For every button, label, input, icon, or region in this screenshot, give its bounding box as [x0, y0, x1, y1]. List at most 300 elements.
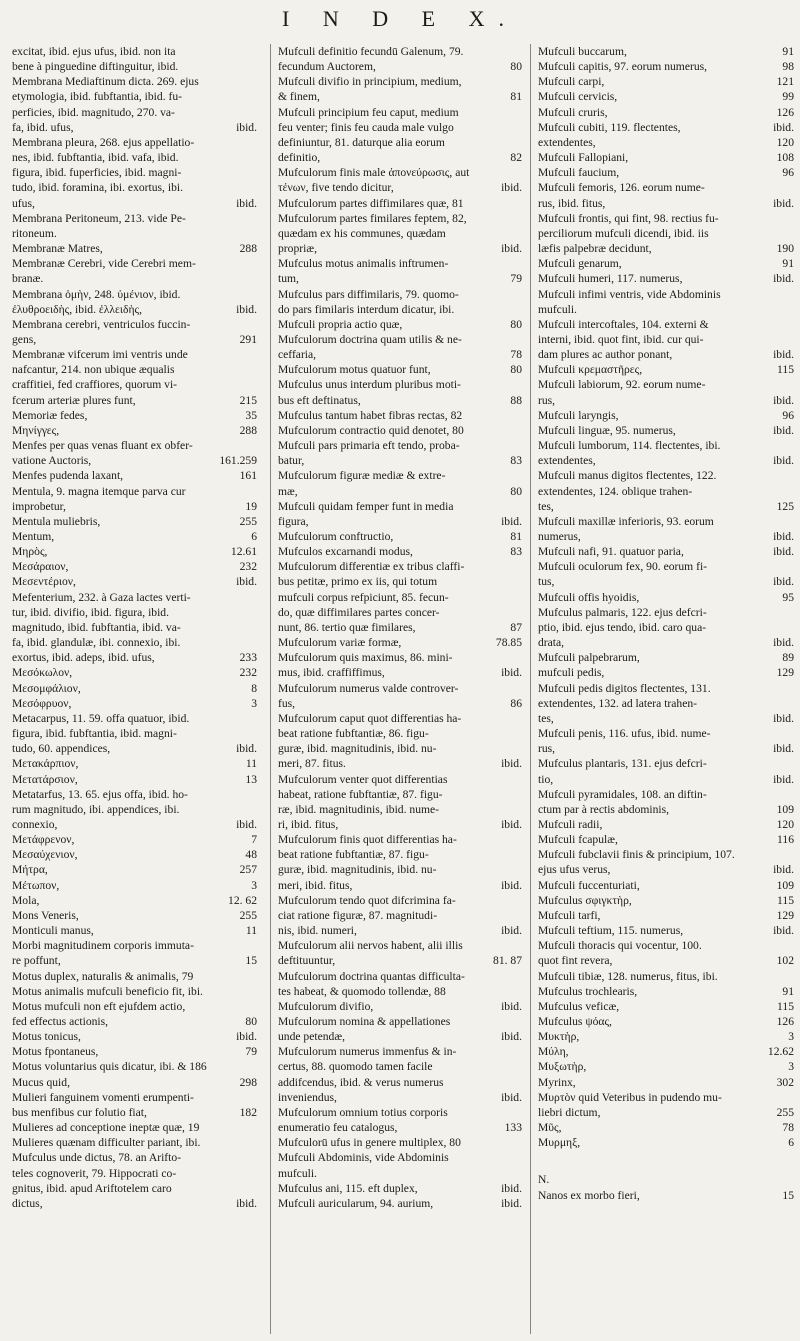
entry-text: feu venter; finis feu cauda male vulgo — [278, 120, 454, 134]
entry-page-ref: 96 — [782, 408, 794, 422]
entry-text: Membranæ Cerebri, vide Cerebri mem- — [12, 257, 196, 271]
index-entry — [12, 726, 257, 741]
entry-text: Mufculi cubiti, 119. flectentes, — [538, 120, 681, 134]
entry-text: Mufculi humeri, 117. numerus, — [538, 272, 683, 286]
entry-page-ref: 3 — [251, 878, 257, 892]
index-entry — [12, 150, 257, 165]
entry-page-ref: ibid. — [236, 1030, 257, 1044]
entry-text: Μεσαύχενιον, — [12, 848, 78, 862]
entry-page-ref: 81 — [510, 530, 522, 543]
index-entry — [538, 226, 794, 241]
entry-page-ref: 232 — [239, 666, 257, 680]
entry-page-ref: ibid. — [501, 757, 522, 771]
entry-text: inveniendus, — [278, 1090, 337, 1104]
entry-text: tudo, ibid. foramina, ibi. exortus, ibi. — [12, 181, 183, 195]
entry-page-ref: ibid. — [236, 1196, 257, 1210]
index-entry — [538, 1188, 794, 1203]
index-entry — [12, 438, 257, 453]
index-entry — [12, 1150, 257, 1165]
entry-page-ref: 12.62 — [767, 1045, 794, 1059]
index-entry — [12, 120, 257, 135]
index-entry — [12, 44, 257, 59]
entry-text: Mufculi pedis digitos flectentes, 131. — [538, 681, 711, 695]
index-entry — [538, 393, 794, 408]
index-entry — [278, 938, 522, 953]
index-entry — [12, 1014, 257, 1029]
entry-page-ref: ibid. — [773, 196, 794, 210]
index-entry — [538, 756, 794, 771]
index-entry — [12, 1059, 257, 1074]
index-entry — [538, 362, 794, 377]
index-entry — [12, 696, 257, 711]
index-entry — [278, 1044, 522, 1059]
entry-text: Mons Veneris, — [12, 908, 79, 922]
entry-text: Μεσόφρυον, — [12, 696, 72, 710]
entry-page-ref: 80 — [510, 484, 522, 498]
entry-text: Mufculi nafi, 91. quatuor paria, — [538, 545, 684, 559]
entry-page-ref: 91 — [782, 45, 794, 58]
index-entry — [278, 893, 522, 908]
index-entry — [12, 1044, 257, 1059]
entry-page-ref: 19 — [245, 499, 257, 513]
index-entry — [538, 105, 794, 120]
entry-page-ref: 255 — [776, 1105, 794, 1119]
entry-text: Mufculi buccarum, — [538, 45, 627, 58]
entry-page-ref: ibid. — [773, 545, 794, 559]
entry-page-ref: 291 — [239, 332, 257, 346]
entry-text: excitat, ibid. ejus ufus, ibid. non ita — [12, 45, 176, 58]
entry-text: Mufculorum doctrina quantas difficulta- — [278, 969, 465, 983]
entry-page-ref: ibid. — [773, 423, 794, 437]
entry-text: Mufculus ψόας, — [538, 1015, 612, 1028]
entry-text: Metacarpus, 11. 59. offa quatuor, ibid. — [12, 711, 190, 725]
index-entry — [12, 559, 257, 574]
entry-text: Μήτρα, — [12, 863, 48, 877]
index-entry — [12, 862, 257, 877]
entry-text: Mufculorum venter quot differentias — [278, 772, 448, 786]
entry-page-ref: 3 — [251, 696, 257, 710]
entry-text: ræ, ibid. magnitudinis, ibid. nume- — [278, 802, 440, 816]
index-entry — [12, 468, 257, 483]
index-entry — [12, 999, 257, 1014]
entry-page-ref: 78.85 — [495, 636, 522, 650]
entry-page-ref: ibid. — [501, 999, 522, 1013]
entry-text: Membranæ vifcerum imi ventris unde — [12, 348, 188, 362]
entry-page-ref: ibid. — [236, 575, 257, 589]
entry-page-ref: 109 — [776, 802, 794, 816]
entry-text: Mufculi principium feu caput, medium — [278, 105, 459, 119]
entry-text: Mufculorum differentiæ ex tribus claffi- — [278, 560, 465, 574]
entry-text: Μετάφρενον, — [12, 833, 75, 847]
entry-page-ref: 121 — [776, 75, 794, 89]
entry-text: Μεσάραιον, — [12, 560, 69, 574]
entry-page-ref: 79 — [245, 1045, 257, 1059]
index-entry — [12, 529, 257, 544]
entry-text: rus, ibid. fitus, — [538, 196, 606, 210]
index-entry — [538, 256, 794, 271]
entry-page-ref: 91 — [782, 257, 794, 271]
entry-text: Mufculi frontis, qui fint, 98. rectius fu- — [538, 211, 719, 225]
index-entry — [278, 165, 522, 180]
entry-text: Mufculi intercoftales, 104. externi & — [538, 317, 709, 331]
index-entry — [12, 332, 257, 347]
index-entry — [278, 347, 522, 362]
index-entry — [12, 1196, 257, 1211]
entry-text: Motus voluntarius quis dicatur, ibi. & 186 — [12, 1060, 207, 1074]
index-entry — [278, 180, 522, 195]
entry-page-ref: 233 — [239, 651, 257, 665]
entry-page-ref: 87 — [510, 620, 522, 634]
entry-text: bus menfibus cur folutio fiat, — [12, 1105, 147, 1119]
entry-page-ref: 80 — [510, 363, 522, 377]
index-entry — [278, 772, 522, 787]
entry-text: τένων, five tendo dicitur, — [278, 181, 394, 195]
entry-page-ref: 3 — [788, 1060, 794, 1074]
entry-text: Menfes pudenda laxant, — [12, 469, 124, 483]
entry-text: Metatarfus, 13. 65. ejus offa, ibid. ho- — [12, 787, 188, 801]
index-entry — [538, 44, 794, 59]
entry-page-ref: ibid. — [773, 530, 794, 543]
entry-text: Mufculi cruris, — [538, 105, 608, 119]
entry-page-ref: 83 — [510, 454, 522, 468]
entry-page-ref: 190 — [776, 242, 794, 256]
entry-text: Mufculorum numerus valde controver- — [278, 681, 459, 695]
entry-text: mus, ibid. craffiffimus, — [278, 666, 385, 680]
entry-text: Mufculi manus digitos flectentes, 122. — [538, 469, 717, 483]
entry-page-ref: 108 — [776, 151, 794, 165]
entry-text: nunt, 86. tertio quæ fimilares, — [278, 620, 416, 634]
entry-text: Μυκτὴρ, — [538, 1030, 580, 1044]
entry-page-ref: 302 — [776, 1075, 794, 1089]
index-entry — [12, 377, 257, 392]
entry-text: Morbi magnitudinem corporis immuta- — [12, 939, 194, 953]
index-entry — [278, 756, 522, 771]
index-entry — [12, 772, 257, 787]
entry-text: meri, ibid. fitus, — [278, 878, 353, 892]
entry-text: Mentula, 9. magna itemque parva cur — [12, 484, 186, 498]
entry-text: nafcantur, 214. non ubique æqualis — [12, 363, 175, 377]
index-entry — [12, 878, 257, 893]
entry-page-ref: ibid. — [501, 181, 522, 195]
entry-text: Μῦς, — [538, 1121, 562, 1135]
entry-page-ref: 255 — [239, 514, 257, 528]
entry-text: Mufculus tantum habet fibras rectas, 82 — [278, 408, 463, 422]
index-entry — [538, 620, 794, 635]
index-entry — [12, 165, 257, 180]
entry-text: Mufculi tibiæ, 128. numerus, fitus, ibi. — [538, 969, 718, 983]
index-entry — [278, 711, 522, 726]
index-entry — [538, 135, 794, 150]
entry-page-ref: 161.259 — [219, 454, 257, 468]
entry-text: Mufculi palpebrarum, — [538, 651, 640, 665]
index-entry — [538, 862, 794, 877]
entry-page-ref: 80 — [510, 60, 522, 74]
index-entry — [278, 999, 522, 1014]
index-entry — [12, 1166, 257, 1181]
entry-text: Motus animalis mufculi beneficio fit, ibi. — [12, 984, 203, 998]
entry-page-ref: 81 — [510, 90, 522, 104]
index-entry — [538, 180, 794, 195]
entry-text: Mufculi infimi ventris, vide Abdominis — [538, 287, 721, 301]
index-entry — [278, 726, 522, 741]
entry-text: do, quæ diffimilares partes concer- — [278, 605, 440, 619]
entry-text: Mulieres quænam difficulter pariant, ibi. — [12, 1136, 201, 1150]
entry-text: Mufculi definitio fecundū Galenum, 79. — [278, 45, 464, 58]
index-entry — [12, 287, 257, 302]
index-entry — [278, 605, 522, 620]
entry-page-ref: ibid. — [501, 1196, 522, 1210]
entry-text: Mufculus palmaris, 122. ejus defcri- — [538, 605, 707, 619]
index-entry — [12, 1090, 257, 1105]
entry-text: Mufculi cervicis, — [538, 90, 618, 104]
index-entry — [538, 468, 794, 483]
index-entry — [12, 681, 257, 696]
index-entry — [538, 438, 794, 453]
entry-page-ref: 115 — [777, 893, 794, 907]
entry-text: Μηρὸς, — [12, 545, 48, 559]
index-column-1 — [12, 44, 257, 1334]
entry-text: Mufculi propria actio quæ, — [278, 317, 403, 331]
index-entry — [278, 302, 522, 317]
entry-text: tur, ibid. divifio, ibid. figura, ibid. — [12, 605, 170, 619]
entry-text: bene à pinguedine diftinguitur, ibid. — [12, 60, 179, 74]
entry-page-ref: 88 — [510, 393, 522, 407]
entry-text: Nanos ex morbo fieri, — [538, 1188, 640, 1202]
index-entry — [12, 89, 257, 104]
entry-text: Mufculi linguæ, 95. numerus, — [538, 423, 676, 437]
entry-page-ref: ibid. — [236, 196, 257, 210]
index-entry — [278, 1196, 522, 1211]
index-entry — [538, 953, 794, 968]
entry-text: dam plures ac author ponant, — [538, 348, 673, 362]
entry-text: fus, — [278, 696, 296, 710]
entry-page-ref: 89 — [782, 651, 794, 665]
index-entry — [278, 1014, 522, 1029]
index-entry — [278, 590, 522, 605]
entry-page-ref: 115 — [777, 363, 794, 377]
entry-text: exortus, ibid. adeps, ibid. ufus, — [12, 651, 155, 665]
entry-text: Mufculorū ufus in genere multiplex, 80 — [278, 1136, 461, 1150]
entry-page-ref: 257 — [239, 863, 257, 877]
index-entry — [278, 529, 522, 544]
entry-page-ref: ibid. — [773, 924, 794, 938]
index-entry — [278, 1135, 522, 1150]
index-entry — [278, 878, 522, 893]
index-entry — [538, 165, 794, 180]
entry-page-ref: ibid. — [501, 878, 522, 892]
entry-text: Μύλη, — [538, 1045, 569, 1059]
entry-text: quædam ex his communes, quædam — [278, 226, 446, 240]
entry-text: connexio, — [12, 817, 58, 831]
index-entry — [12, 620, 257, 635]
index-entry — [538, 665, 794, 680]
index-entry — [12, 453, 257, 468]
index-entry — [538, 938, 794, 953]
index-entry — [278, 393, 522, 408]
entry-text: tio, — [538, 772, 554, 786]
entry-text: guræ, ibid. magnitudinis, ibid. nu- — [278, 742, 437, 756]
entry-page-ref: 80 — [510, 317, 522, 331]
entry-text: Mufculos excarnandi modus, — [278, 545, 413, 559]
entry-text: Μεσεντέριον, — [12, 575, 76, 589]
entry-text: Mentum, — [12, 530, 55, 543]
entry-page-ref: 15 — [782, 1188, 794, 1202]
index-entry — [538, 423, 794, 438]
entry-text: perciliorum mufculi dicendi, ibid. iis — [538, 226, 709, 240]
entry-text: Mufculi pyramidales, 108. an diftin- — [538, 787, 707, 801]
index-entry — [538, 89, 794, 104]
index-entry — [12, 211, 257, 226]
entry-text: ejus ufus verus, — [538, 863, 611, 877]
index-entry — [278, 211, 522, 226]
index-entry — [278, 74, 522, 89]
entry-page-ref: 3 — [788, 1030, 794, 1044]
index-entry — [12, 847, 257, 862]
entry-text: Menfes per quas venas fluant ex obfer- — [12, 439, 193, 453]
index-entry — [278, 1075, 522, 1090]
entry-text: Mufculorum nomina & appellationes — [278, 1015, 451, 1028]
index-entry — [538, 650, 794, 665]
index-entry — [12, 832, 257, 847]
index-entry — [12, 802, 257, 817]
entry-text: Mufculorum partes fimilares feptem, 82, — [278, 211, 467, 225]
entry-page-ref: ibid. — [773, 711, 794, 725]
index-entry — [538, 999, 794, 1014]
entry-page-ref: 129 — [776, 908, 794, 922]
entry-page-ref: 81. 87 — [493, 954, 522, 968]
entry-page-ref: ibid. — [501, 924, 522, 938]
entry-text: Mufculus ani, 115. eft duplex, — [278, 1181, 418, 1195]
index-entry — [278, 544, 522, 559]
entry-text: Motus duplex, naturalis & animalis, 79 — [12, 969, 194, 983]
index-columns — [12, 44, 794, 1334]
entry-text: Mufculi laryngis, — [538, 408, 619, 422]
index-entry — [538, 1090, 794, 1105]
entry-text: Membrana Peritoneum, 213. vide Pe- — [12, 211, 186, 225]
entry-page-ref: 161 — [239, 469, 257, 483]
entry-text: mufculi. — [278, 1166, 317, 1180]
index-entry — [538, 74, 794, 89]
index-entry — [278, 574, 522, 589]
index-column-2 — [270, 44, 522, 1334]
entry-text: Monticuli manus, — [12, 924, 94, 938]
entry-text: definiuntur, 81. daturque alia eorum — [278, 135, 445, 149]
entry-page-ref: 78 — [782, 1121, 794, 1135]
index-entry — [12, 499, 257, 514]
entry-text: Μυξωτὴρ, — [538, 1060, 587, 1074]
entry-text: Mufculorum conftructio, — [278, 530, 394, 543]
index-entry — [278, 817, 522, 832]
entry-text: Motus fpontaneus, — [12, 1045, 99, 1059]
index-entry — [278, 241, 522, 256]
entry-text: ufus, — [12, 196, 35, 210]
index-entry — [278, 1181, 522, 1196]
entry-page-ref: ibid. — [236, 742, 257, 756]
entry-text: Membranæ Matres, — [12, 242, 103, 256]
index-entry — [12, 650, 257, 665]
entry-text: Mufculorum motus quatuor funt, — [278, 363, 431, 377]
index-entry — [12, 408, 257, 423]
index-entry — [538, 574, 794, 589]
index-entry — [12, 180, 257, 195]
entry-text: enumeratio feu catalogus, — [278, 1121, 398, 1135]
index-entry — [538, 984, 794, 999]
entry-text: Mufculorum caput quot differentias ha- — [278, 711, 462, 725]
index-entry — [538, 787, 794, 802]
index-entry — [538, 241, 794, 256]
entry-page-ref: 7 — [251, 833, 257, 847]
entry-page-ref: ibid. — [501, 666, 522, 680]
entry-text: Μετατάρσιον, — [12, 772, 78, 786]
index-entry — [278, 1105, 522, 1120]
entry-text: teles cognoverit, 79. Hippocrati co- — [12, 1166, 177, 1180]
entry-text: Mufculus trochlearis, — [538, 984, 638, 998]
entry-text: Mentula muliebris, — [12, 514, 101, 528]
entry-text: rus, — [538, 742, 556, 756]
entry-text: mufculi. — [538, 302, 577, 316]
index-entry — [538, 1075, 794, 1090]
entry-page-ref: 35 — [245, 408, 257, 422]
index-entry — [12, 317, 257, 332]
index-entry — [278, 499, 522, 514]
entry-text: fed effectus actionis, — [12, 1015, 109, 1028]
entry-text: Mufculus unus interdum pluribus moti- — [278, 378, 461, 392]
index-entry — [12, 393, 257, 408]
entry-text: etymologia, ibid. fubftantia, ibid. fu- — [12, 90, 183, 104]
index-entry — [538, 1105, 794, 1120]
entry-text: beat ratione fubftantiæ, 87. figu- — [278, 848, 429, 862]
entry-text: figura, ibid. fubftantia, ibid. magni- — [12, 727, 177, 741]
index-entry — [12, 711, 257, 726]
index-entry — [538, 605, 794, 620]
entry-text: extendentes, — [538, 135, 596, 149]
index-entry — [12, 347, 257, 362]
entry-page-ref: 288 — [239, 423, 257, 437]
index-entry — [278, 908, 522, 923]
index-entry — [278, 984, 522, 999]
entry-text: Mucus quid, — [12, 1075, 70, 1089]
entry-text: fa, ibid. glandulæ, ibi. connexio, ibi. — [12, 636, 181, 650]
entry-text: Membrana ὁμὴν, 248. ὑμένιον, ibid. — [12, 287, 181, 301]
index-entry — [12, 1135, 257, 1150]
index-entry — [538, 59, 794, 74]
entry-text: re poffunt, — [12, 954, 61, 968]
index-entry — [278, 787, 522, 802]
entry-text: Mufculi tarfi, — [538, 908, 601, 922]
entry-text: rum magnitudo, ibi. appendices, ibi. — [12, 802, 180, 816]
index-entry — [12, 1105, 257, 1120]
entry-text: Mufculus σφιγκτὴρ, — [538, 893, 632, 907]
index-entry — [538, 544, 794, 559]
section-letter — [538, 1172, 794, 1187]
entry-text: Mufculorum doctrina quam utilis & ne- — [278, 332, 462, 346]
index-entry — [12, 938, 257, 953]
entry-text: certus, 88. quomodo tamen facile — [278, 1060, 433, 1074]
index-entry — [12, 271, 257, 286]
index-entry — [538, 1135, 794, 1150]
index-entry — [278, 423, 522, 438]
entry-text: Motus mufculi non eft ejufdem actio, — [12, 999, 186, 1013]
entry-page-ref: 96 — [782, 166, 794, 180]
entry-page-ref: 78 — [510, 348, 522, 362]
index-entry — [538, 347, 794, 362]
entry-text: Mufculi capitis, 97. eorum numerus, — [538, 60, 708, 74]
entry-text: Mufculi κρεμαστῆρες, — [538, 363, 643, 377]
entry-text: nes, ibid. fubftantia, ibid. vafa, ibid. — [12, 151, 179, 165]
index-entry — [278, 468, 522, 483]
entry-page-ref: 98 — [782, 60, 794, 74]
index-entry — [538, 741, 794, 756]
